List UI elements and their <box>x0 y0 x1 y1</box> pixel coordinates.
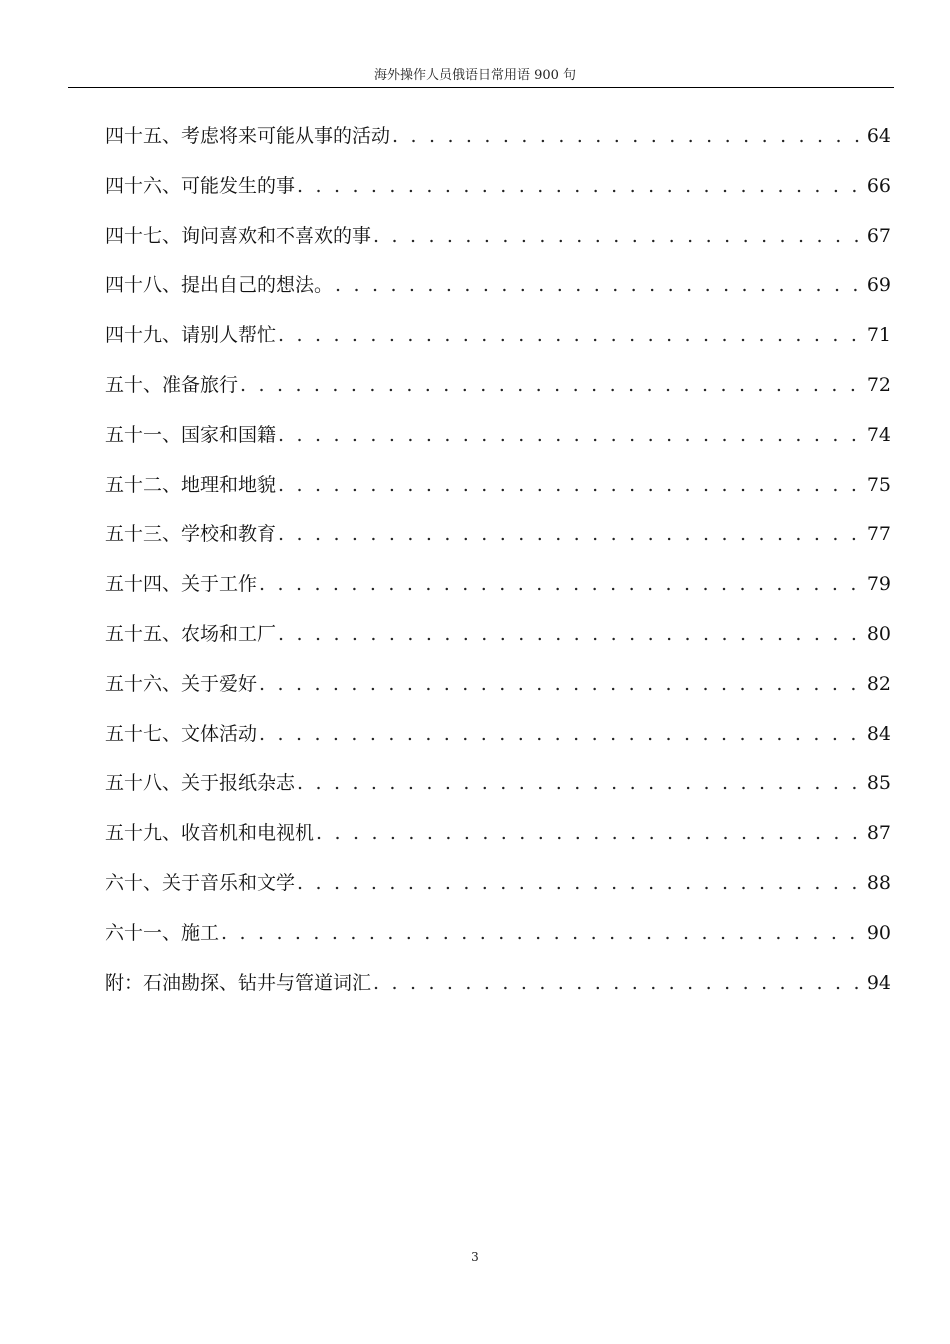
toc-entry-page: 71 <box>866 324 891 347</box>
toc-entry-title: 附：石油勘探、钻井与管道词汇 <box>105 971 372 994</box>
toc-entry-title: 五十九、收音机和电视机 <box>105 822 315 845</box>
toc-entry-title: 五十四、关于工作 <box>105 573 258 596</box>
toc-entry[interactable] <box>105 815 891 865</box>
toc-entry[interactable] <box>105 417 891 467</box>
toc-entry-title: 四十八、提出自己的想法。 <box>105 274 334 297</box>
table-of-contents <box>105 118 891 1014</box>
toc-entry-title: 六十、关于音乐和文学 <box>105 871 296 894</box>
toc-entry-title: 四十七、询问喜欢和不喜欢的事 <box>105 224 372 247</box>
toc-entry-page: 67 <box>866 224 891 247</box>
dot-leader <box>278 417 859 453</box>
dot-leader <box>240 367 859 403</box>
toc-entry-page: 74 <box>866 423 891 446</box>
toc-entry-title: 六十一、施工 <box>105 921 220 944</box>
toc-entry-page: 72 <box>866 373 891 396</box>
toc-entry-title: 五十、准备旅行 <box>105 373 239 396</box>
dot-leader <box>259 566 859 602</box>
toc-entry-page: 90 <box>866 921 891 944</box>
toc-entry[interactable] <box>105 118 891 168</box>
dot-leader <box>297 865 859 901</box>
toc-entry-page: 87 <box>866 822 891 845</box>
dot-leader <box>259 716 859 752</box>
toc-entry-page: 77 <box>866 523 891 546</box>
dot-leader <box>335 267 859 303</box>
toc-entry[interactable] <box>105 716 891 766</box>
toc-entry[interactable] <box>105 317 891 367</box>
toc-entry-title: 五十三、学校和教育 <box>105 523 277 546</box>
toc-entry-page: 84 <box>866 722 891 745</box>
toc-entry-title: 四十五、考虑将来可能从事的活动 <box>105 125 391 147</box>
toc-entry-title: 五十八、关于报纸杂志 <box>105 772 296 795</box>
dot-leader <box>297 765 859 801</box>
toc-entry[interactable] <box>105 267 891 317</box>
toc-entry-title: 五十一、国家和国籍 <box>105 423 277 446</box>
toc-entry[interactable] <box>105 467 891 517</box>
dot-leader <box>259 666 859 702</box>
dot-leader <box>278 317 859 353</box>
dot-leader <box>221 915 859 951</box>
toc-entry-page: 88 <box>866 871 891 894</box>
toc-entry-page: 94 <box>866 971 891 994</box>
toc-entry[interactable] <box>105 566 891 616</box>
toc-entry-title: 五十二、地理和地貌 <box>105 473 277 496</box>
toc-entry-title: 四十九、请别人帮忙 <box>105 324 277 347</box>
toc-entry[interactable] <box>105 168 891 218</box>
dot-leader <box>316 815 859 851</box>
dot-leader <box>297 168 859 204</box>
header-rule <box>68 87 894 88</box>
running-header: 海外操作人员俄语日常用语 900 句 <box>373 68 577 83</box>
toc-entry-page: 85 <box>866 772 891 795</box>
toc-entry[interactable] <box>105 965 891 1015</box>
toc-entry[interactable] <box>105 666 891 716</box>
toc-entry-page: 69 <box>866 274 891 297</box>
toc-entry-page: 64 <box>866 125 891 147</box>
toc-entry[interactable] <box>105 516 891 566</box>
toc-entry-title: 五十五、农场和工厂 <box>105 622 277 645</box>
dot-leader <box>373 218 859 254</box>
toc-entry-title: 五十七、文体活动 <box>105 722 258 745</box>
toc-entry-page: 66 <box>866 174 891 197</box>
dot-leader <box>392 118 859 154</box>
toc-entry[interactable] <box>105 765 891 815</box>
toc-entry-title: 四十六、可能发生的事 <box>105 174 296 197</box>
toc-entry[interactable] <box>105 915 891 965</box>
toc-entry[interactable] <box>105 865 891 915</box>
toc-entry[interactable] <box>105 616 891 666</box>
dot-leader <box>373 965 859 1001</box>
toc-entry-page: 82 <box>866 672 891 695</box>
toc-entry-page: 75 <box>866 473 891 496</box>
dot-leader <box>278 616 859 652</box>
toc-entry-title: 五十六、关于爱好 <box>105 672 258 695</box>
dot-leader <box>278 467 859 503</box>
dot-leader <box>278 516 859 552</box>
toc-entry-page: 80 <box>866 622 891 645</box>
toc-entry[interactable] <box>105 218 891 268</box>
toc-entry[interactable] <box>105 367 891 417</box>
page-number: 3 <box>471 1250 479 1264</box>
toc-entry-page: 79 <box>866 573 891 596</box>
